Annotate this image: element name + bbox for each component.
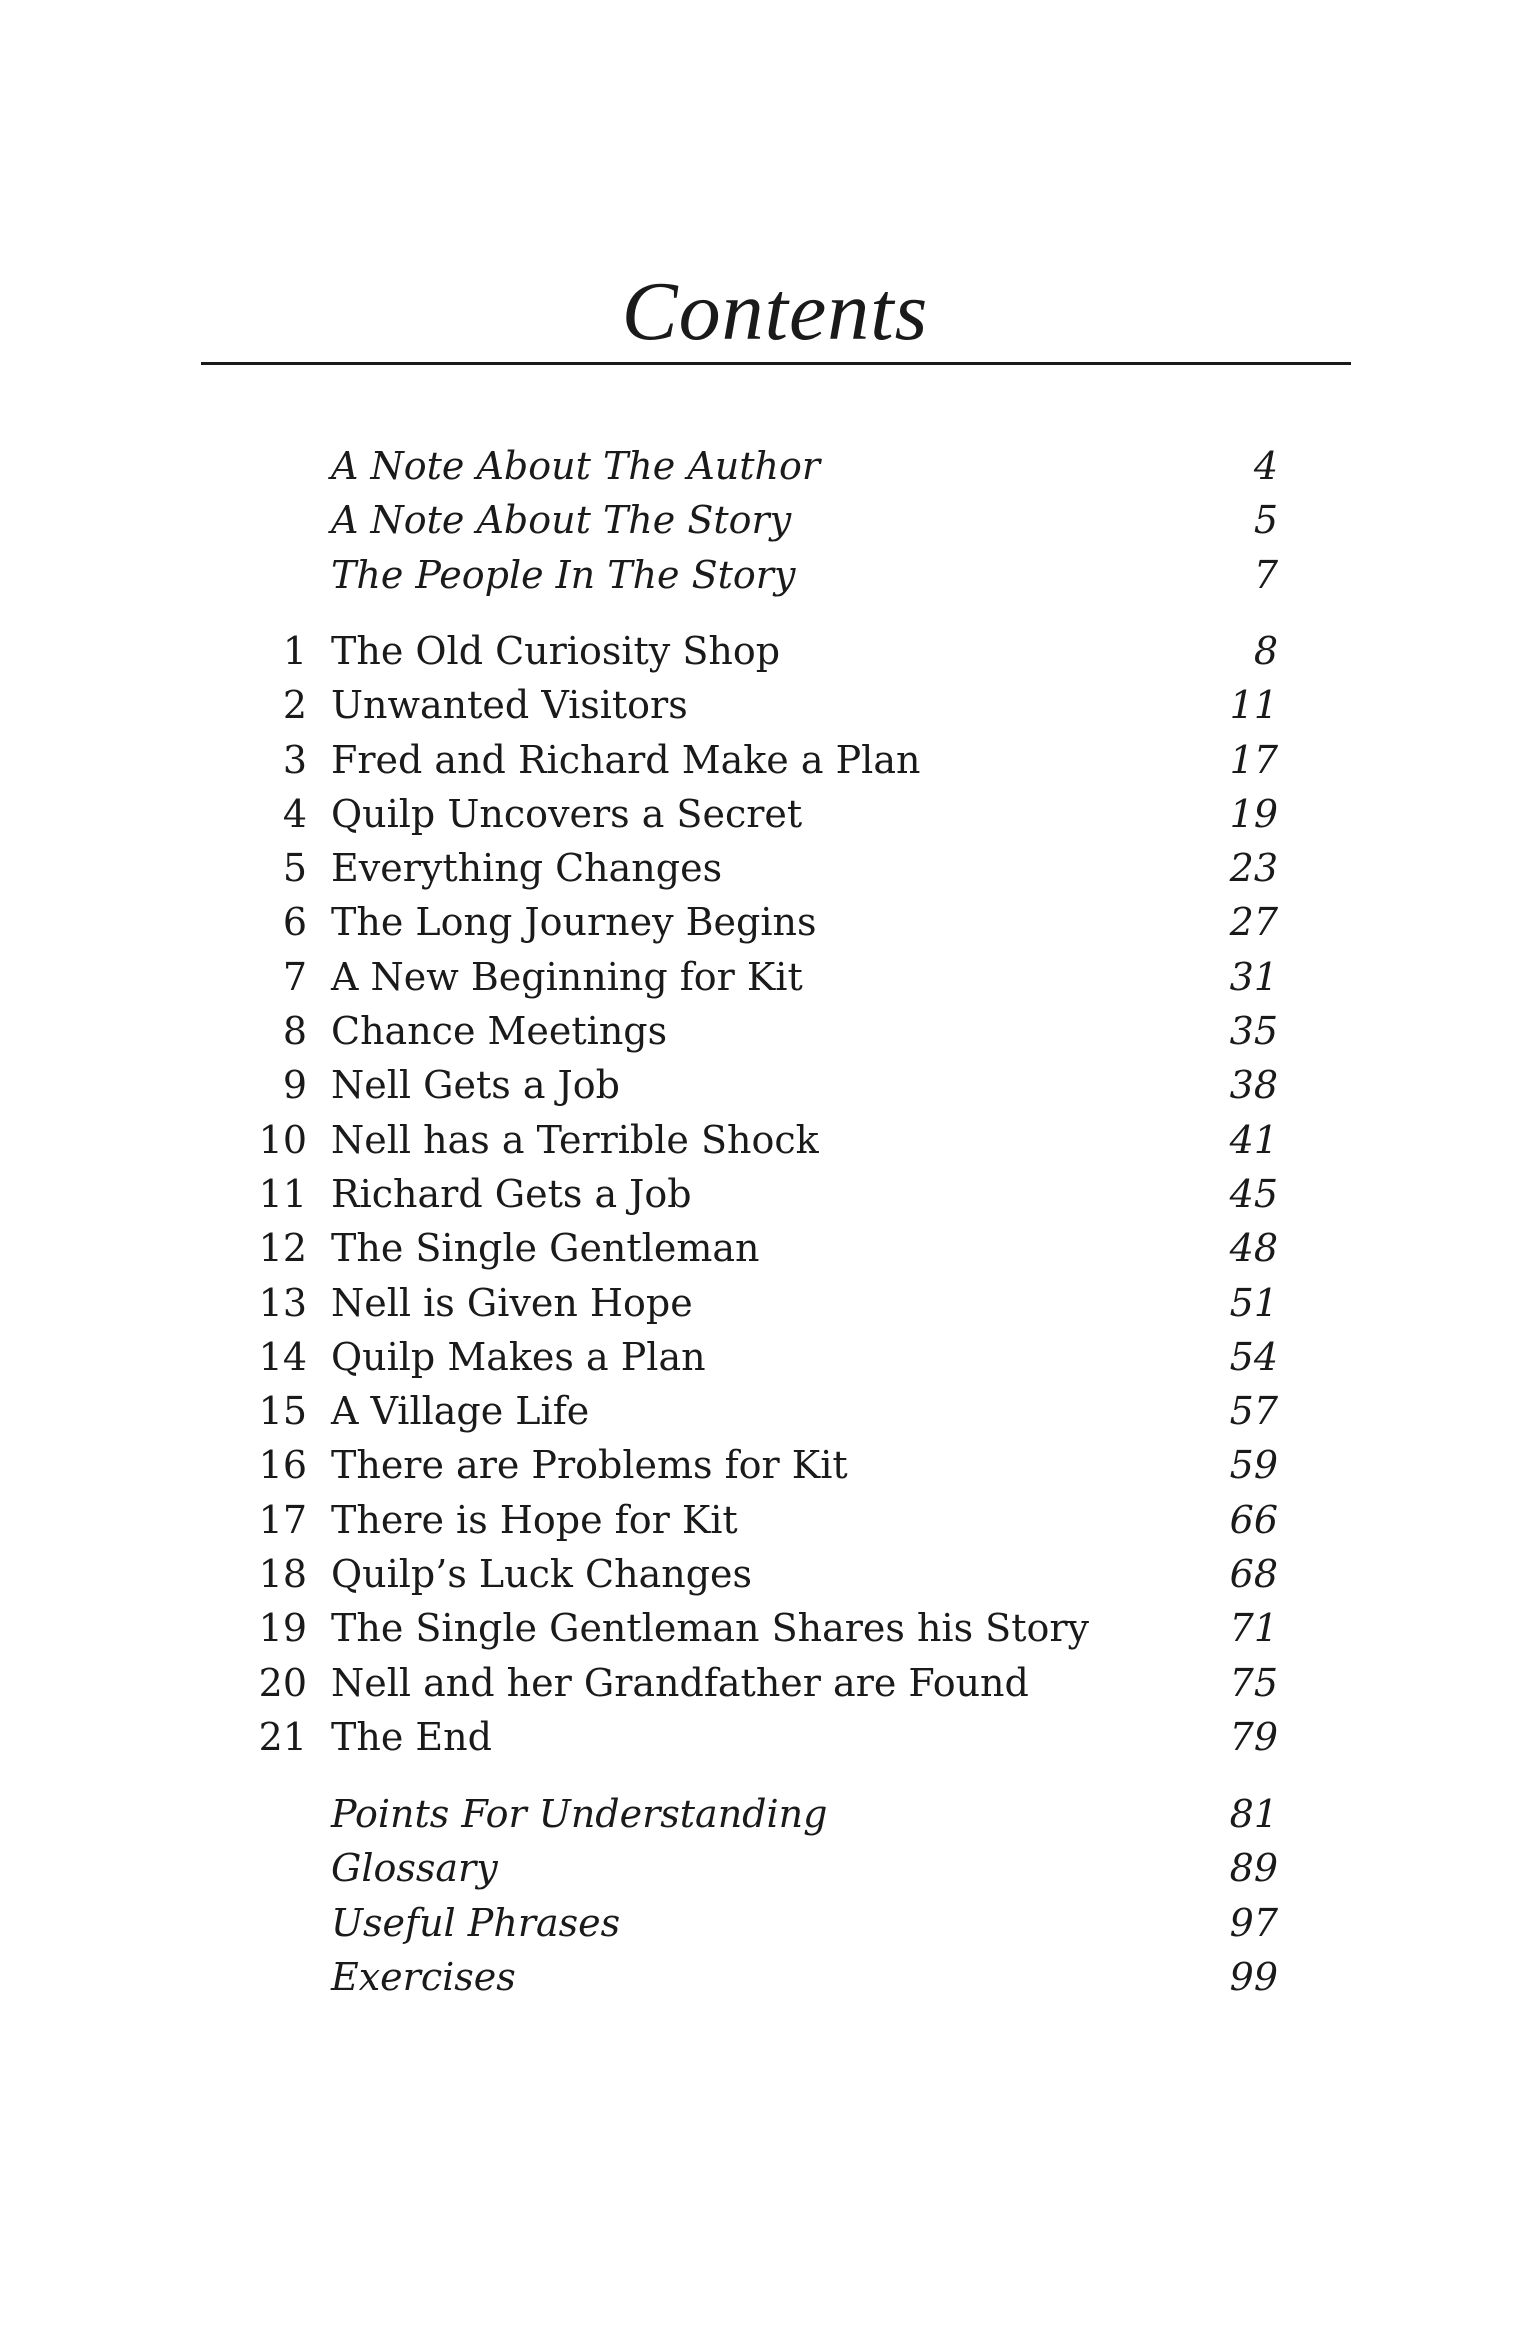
chapter-page: 35: [1229, 1009, 1278, 1054]
chapter-title: A Village Life: [331, 1389, 590, 1434]
toc-entry-page: 89: [1229, 1846, 1278, 1891]
chapter-page: 68: [1229, 1552, 1278, 1597]
front-matter-list: [0, 439, 1524, 602]
back-matter-list: [0, 1787, 1524, 2004]
chapter-entry[interactable]: [0, 1221, 1524, 1275]
chapter-entry[interactable]: [0, 1438, 1524, 1492]
chapter-page: 79: [1229, 1714, 1278, 1759]
chapter-number: 21: [258, 1714, 307, 1759]
chapter-entry[interactable]: [0, 950, 1524, 1004]
chapter-entry[interactable]: [0, 895, 1524, 949]
chapter-number: 4: [282, 791, 307, 836]
toc-entry-title: A Note About The Author: [331, 444, 821, 488]
chapter-entry[interactable]: [0, 1601, 1524, 1655]
chapter-entry[interactable]: [0, 1656, 1524, 1710]
chapter-entry[interactable]: [0, 1058, 1524, 1112]
chapter-number: 6: [282, 900, 307, 945]
chapter-number: 14: [258, 1334, 307, 1379]
chapter-title: Fred and Richard Make a Plan: [331, 737, 921, 782]
chapter-title: Nell Gets a Job: [331, 1063, 620, 1108]
chapter-number: 9: [282, 1063, 307, 1108]
chapter-page: 51: [1229, 1280, 1278, 1325]
chapter-number: 13: [258, 1280, 307, 1325]
chapter-page: 17: [1229, 737, 1278, 782]
chapter-title: A New Beginning for Kit: [331, 954, 803, 999]
chapter-page: 38: [1229, 1063, 1278, 1108]
chapter-title: There are Problems for Kit: [331, 1443, 848, 1488]
chapter-page: 27: [1229, 900, 1278, 945]
chapter-page: 45: [1229, 1171, 1278, 1216]
chapter-page: 11: [1229, 683, 1278, 728]
chapter-title: Richard Gets a Job: [331, 1171, 692, 1216]
chapter-title: Nell has a Terrible Shock: [331, 1117, 819, 1162]
chapter-entry[interactable]: [0, 1493, 1524, 1547]
chapter-entry[interactable]: [0, 1113, 1524, 1167]
chapter-page: 48: [1229, 1226, 1278, 1271]
chapter-entry[interactable]: [0, 1276, 1524, 1330]
toc-entry[interactable]: [0, 1787, 1524, 1841]
chapter-title: Unwanted Visitors: [331, 683, 688, 728]
toc-entry[interactable]: [0, 1841, 1524, 1895]
chapter-number: 20: [258, 1660, 307, 1705]
chapter-page: 19: [1229, 791, 1278, 836]
toc-entry[interactable]: [0, 1896, 1524, 1950]
chapter-entry[interactable]: [0, 1547, 1524, 1601]
chapter-page: 23: [1229, 846, 1278, 891]
chapter-title: The Long Journey Begins: [331, 900, 817, 945]
title-rule: [201, 362, 1351, 365]
toc-entry[interactable]: [0, 493, 1524, 547]
chapter-page: 57: [1229, 1389, 1278, 1434]
chapter-number: 15: [258, 1389, 307, 1434]
chapter-number: 5: [282, 846, 307, 891]
chapter-title: The Single Gentleman Shares his Story: [331, 1606, 1089, 1651]
toc-entry-title: A Note About The Story: [331, 498, 792, 543]
chapter-page: 71: [1229, 1606, 1278, 1651]
chapter-entry[interactable]: [0, 787, 1524, 841]
chapter-entry[interactable]: [0, 841, 1524, 895]
page-title: Contents: [621, 265, 929, 358]
chapter-title: There is Hope for Kit: [331, 1497, 738, 1542]
toc-entry-page: 97: [1229, 1900, 1278, 1945]
chapter-title: Quilp’s Luck Changes: [331, 1552, 753, 1597]
toc-entry-page: 7: [1253, 552, 1278, 597]
chapter-list: [0, 624, 1524, 1764]
chapter-entry[interactable]: [0, 733, 1524, 787]
toc-entry[interactable]: [0, 1950, 1524, 2004]
chapter-title: Quilp Uncovers a Secret: [331, 791, 803, 836]
chapter-entry[interactable]: [0, 1330, 1524, 1384]
chapter-number: 12: [258, 1226, 307, 1271]
chapter-title: Quilp Makes a Plan: [331, 1334, 706, 1379]
chapter-title: Chance Meetings: [331, 1009, 668, 1054]
toc-entry-page: 81: [1229, 1792, 1278, 1836]
chapter-number: 10: [258, 1117, 307, 1162]
chapter-number: 1: [282, 629, 307, 673]
chapter-page: 59: [1229, 1443, 1278, 1488]
toc-entry[interactable]: [0, 548, 1524, 602]
chapter-title: The Old Curiosity Shop: [331, 629, 781, 673]
chapter-page: 31: [1229, 954, 1278, 999]
toc-entry-title: Useful Phrases: [331, 1900, 621, 1945]
chapter-page: 75: [1229, 1660, 1278, 1705]
chapter-page: 8: [1253, 629, 1278, 673]
chapter-entry[interactable]: [0, 1167, 1524, 1221]
chapter-entry[interactable]: [0, 1710, 1524, 1764]
chapter-page: 54: [1229, 1334, 1278, 1379]
chapter-number: 16: [258, 1443, 307, 1488]
chapter-title: The End: [331, 1714, 492, 1759]
chapter-number: 2: [282, 683, 307, 728]
toc-entry[interactable]: [0, 439, 1524, 493]
chapter-number: 3: [282, 737, 307, 782]
chapter-number: 17: [258, 1497, 307, 1542]
chapter-title: Nell and her Grandfather are Found: [331, 1660, 1029, 1705]
chapter-entry[interactable]: [0, 1384, 1524, 1438]
chapter-number: 7: [282, 954, 307, 999]
chapter-page: 41: [1229, 1117, 1278, 1162]
toc-entry-title: Glossary: [331, 1846, 498, 1891]
toc-entry-title: The People In The Story: [331, 552, 796, 597]
toc-entry-page: 4: [1253, 444, 1278, 488]
chapter-number: 11: [258, 1171, 307, 1216]
toc-entry-page: 5: [1253, 498, 1278, 543]
chapter-entry[interactable]: [0, 1004, 1524, 1058]
chapter-number: 8: [282, 1009, 307, 1054]
chapter-entry[interactable]: [0, 678, 1524, 732]
toc-entry-title: Points For Understanding: [331, 1792, 828, 1836]
chapter-title: Everything Changes: [331, 846, 723, 891]
toc-entry-title: Exercises: [331, 1954, 516, 1999]
chapter-title: Nell is Given Hope: [331, 1280, 693, 1325]
chapter-number: 19: [258, 1606, 307, 1651]
chapter-page: 66: [1229, 1497, 1278, 1542]
chapter-entry[interactable]: [0, 624, 1524, 678]
chapter-number: 18: [258, 1552, 307, 1597]
toc-entry-page: 99: [1229, 1954, 1278, 1999]
chapter-title: The Single Gentleman: [331, 1226, 760, 1271]
